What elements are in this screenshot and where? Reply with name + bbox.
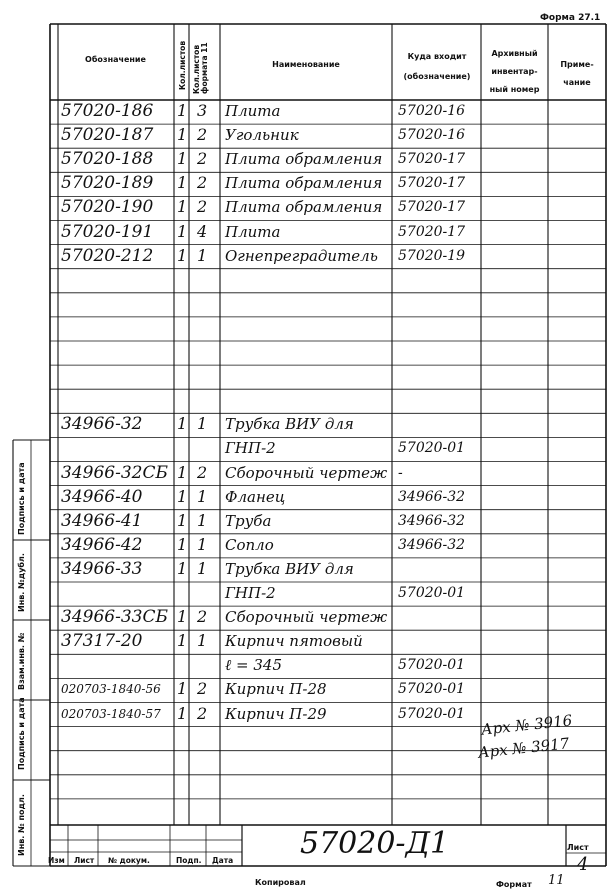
cell-name: Огнепреградитель: [225, 246, 378, 265]
side-label-inv-dubl: Инв. №дубл.: [17, 553, 26, 612]
document-number: 57020-Д1: [300, 826, 450, 861]
cell-sheets-a11: 2: [197, 173, 208, 193]
cell-name: Труба: [225, 511, 272, 530]
header-note-2: чание: [563, 78, 591, 87]
cell-designation: 57020-212: [61, 245, 154, 266]
cell-sheets-a11: 2: [197, 197, 208, 217]
footer-format: Формат: [496, 880, 532, 889]
cell-sheets: 1: [177, 558, 188, 578]
cell-name: Угольник: [225, 126, 299, 145]
footer-copied: Копировал: [255, 878, 306, 887]
cell-designation: 34966-33: [61, 558, 143, 579]
cell-designation: 34966-42: [61, 534, 143, 555]
cell-sheets-a11: 1: [197, 534, 208, 554]
cell-sheets: 1: [177, 679, 188, 699]
cell-name: Плита: [225, 102, 281, 120]
header-where-used-2: (обозначение): [403, 72, 471, 81]
cell-designation: 020703-1840-56: [61, 682, 161, 697]
archive-note-1: Арх № 3916: [480, 711, 574, 739]
cell-where-used: 57020-01: [398, 585, 466, 601]
cell-designation: 57020-190: [61, 197, 154, 218]
side-label-podpis-1: Подпись и дата: [17, 697, 26, 770]
cell-sheets-a11: 1: [197, 631, 208, 651]
header-note: [548, 56, 606, 92]
tb-sheet-label: Лист: [567, 843, 589, 852]
cell-sheets: 1: [177, 149, 188, 169]
cell-sheets: 1: [177, 125, 188, 145]
cell-name: Сборочный чертеж: [225, 463, 388, 482]
cell-sheets-a11: 1: [197, 558, 208, 578]
cell-where-used: 57020-16: [398, 103, 466, 119]
cell-sheets-a11: 2: [197, 607, 208, 627]
cell-name: Трубка ВИУ для: [225, 415, 354, 434]
cell-where-used: 57020-01: [398, 705, 466, 722]
cell-where-used: 57020-01: [398, 657, 466, 674]
header-archive-3: ный номер: [489, 85, 540, 94]
cell-designation: 37317-20: [61, 631, 143, 652]
cell-designation: 57020-188: [61, 149, 154, 170]
cell-where-used: 34966-32: [398, 512, 466, 529]
tb-col-doc: № докум.: [108, 856, 150, 865]
cell-name: Плита обрамления: [225, 198, 383, 217]
cell-sheets: 1: [177, 245, 188, 265]
header-sheets-a11-text: Кол.листов формата 11: [192, 42, 209, 94]
cell-name: Плита: [225, 222, 281, 241]
cell-designation: 57020-187: [61, 125, 154, 146]
tb-col-list: Лист: [74, 856, 95, 865]
cell-designation: 020703-1840-57: [61, 706, 161, 721]
cell-sheets: 1: [177, 414, 188, 434]
cell-where-used: 34966-32: [398, 488, 466, 505]
side-label-inv-podl: Инв. № подл.: [17, 794, 26, 856]
cell-designation: 57020-189: [61, 173, 154, 194]
cell-designation: 34966-32СБ: [61, 462, 168, 483]
cell-sheets-a11: 2: [197, 462, 208, 482]
cell-sheets-a11: 2: [197, 679, 208, 699]
cell-name: Кирпич пятовый: [225, 632, 363, 651]
cell-name: Кирпич П-28: [225, 680, 327, 699]
cell-sheets: 1: [177, 703, 188, 723]
archive-note-2: Арх № 3917: [477, 734, 571, 762]
cell-sheets: 1: [177, 631, 188, 651]
cell-sheets-a11: 1: [197, 510, 208, 530]
cell-name: Плита обрамления: [225, 150, 383, 169]
cell-sheets: 1: [177, 221, 188, 241]
cell-sheets-a11: 1: [197, 414, 208, 434]
cell-sheets-a11: 4: [197, 221, 208, 241]
side-label-vzam: Взам.инв. №: [17, 632, 26, 690]
cell-designation: 57020-186: [61, 101, 154, 121]
cell-sheets: 1: [177, 101, 188, 120]
header-where-used: [393, 47, 481, 87]
cell-sheets: 1: [177, 486, 188, 506]
tb-col-izm: Изм: [48, 856, 65, 865]
cell-name: ГНП-2: [225, 584, 276, 602]
cell-designation: 34966-41: [61, 510, 143, 531]
cell-where-used: 57020-19: [398, 247, 466, 264]
cell-designation: 34966-40: [61, 486, 143, 507]
tb-sheet-number: 4: [577, 854, 589, 875]
cell-name: Сборочный чертеж: [225, 608, 388, 627]
header-where-used-1: Куда входит: [407, 52, 467, 61]
cell-sheets-a11: 2: [197, 703, 208, 723]
tb-col-podp: Подп.: [176, 856, 202, 865]
header-sheets-a11: [193, 24, 209, 94]
side-label-podpis-2: Подпись и дата: [17, 462, 26, 535]
header-name: Наименование: [272, 60, 340, 69]
header-archive-2: инвентар-: [491, 67, 538, 76]
footer-format-value: 11: [548, 873, 565, 888]
cell-designation: 34966-33СБ: [61, 607, 168, 628]
cell-sheets: 1: [177, 534, 188, 554]
header-note-1: Приме-: [560, 60, 594, 69]
cell-where-used: 34966-32: [398, 536, 466, 553]
cell-name: Кирпич П-29: [225, 704, 327, 723]
cell-name: ГНП-2: [225, 439, 276, 458]
cell-sheets-a11: 3: [197, 101, 208, 120]
cell-sheets: 1: [177, 510, 188, 530]
cell-sheets: 1: [177, 607, 188, 627]
cell-sheets-a11: 2: [197, 149, 208, 169]
cell-sheets-a11: 1: [197, 245, 208, 265]
header-archive-1: Архивный: [491, 49, 538, 58]
cell-where-used: 57020-16: [398, 127, 466, 144]
header-designation: Обозначение: [85, 55, 146, 64]
cell-where-used: 57020-17: [398, 175, 466, 192]
form-label: Форма 27.1: [540, 13, 601, 23]
cell-sheets: 1: [177, 462, 188, 482]
header-archive: [481, 45, 548, 99]
tb-col-data: Дата: [212, 856, 234, 865]
cell-sheets: 1: [177, 197, 188, 217]
cell-where-used: -: [398, 464, 403, 481]
cell-name: Трубка ВИУ для: [225, 559, 354, 578]
cell-name: Плита обрамления: [225, 174, 383, 193]
cell-name: ℓ = 345: [225, 656, 282, 675]
cell-sheets: 1: [177, 173, 188, 193]
cell-designation: 34966-32: [61, 414, 143, 435]
cell-sheets-a11: 2: [197, 125, 208, 145]
header-sheets: Кол.листов: [178, 40, 187, 90]
cell-designation: 57020-191: [61, 221, 154, 242]
cell-sheets-a11: 1: [197, 486, 208, 506]
cell-where-used: 57020-17: [398, 199, 466, 216]
cell-where-used: 57020-01: [398, 681, 466, 698]
cell-name: Сопло: [225, 535, 274, 554]
cell-where-used: 57020-17: [398, 223, 466, 240]
cell-name: Фланец: [225, 487, 286, 506]
cell-where-used: 57020-17: [398, 151, 466, 168]
cell-where-used: 57020-01: [398, 440, 466, 457]
